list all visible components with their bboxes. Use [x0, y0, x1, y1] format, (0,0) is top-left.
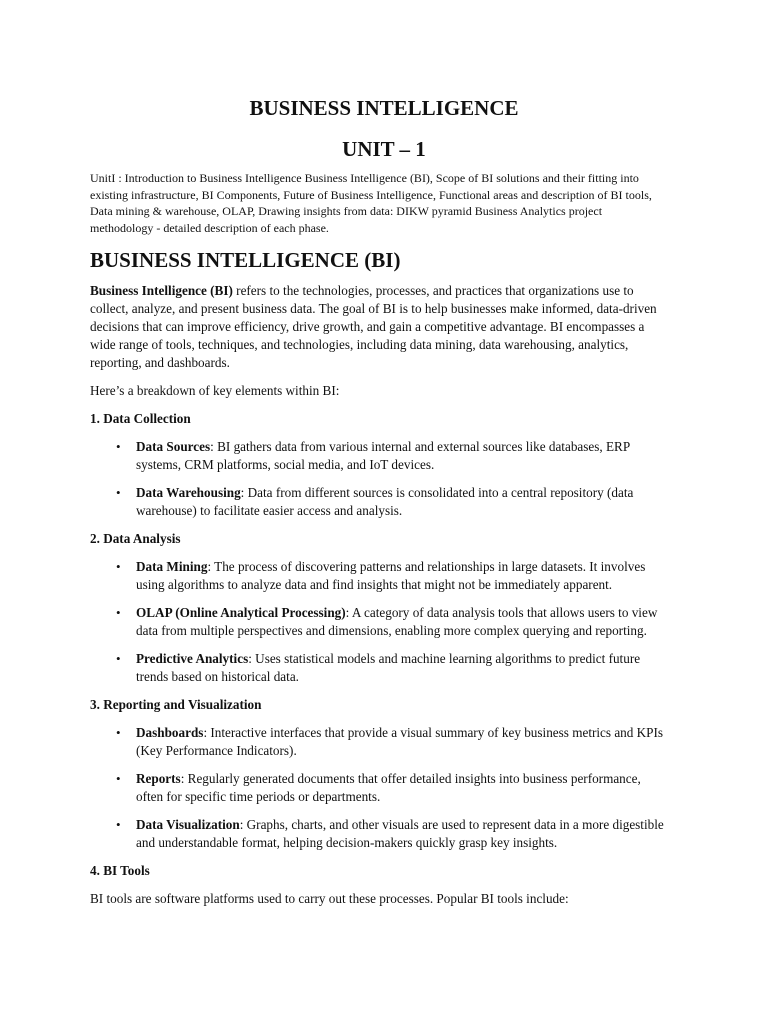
- list-item-desc: : BI gathers data from various internal and external sources like databases, ERP systems, CRM platforms, social media, and IoT devices.: [136, 439, 630, 472]
- bullet-icon: •: [116, 485, 121, 500]
- list-item-desc: : The process of discovering patterns and relationships in large datasets. It involves using algorithms to analyze data and find insights that might not be immediately apparent.: [136, 559, 646, 592]
- list-item-term: OLAP (Online Analytical Processing): [136, 605, 346, 620]
- bullet-icon: •: [116, 605, 121, 620]
- tools-intro-text: BI tools are software platforms used to carry out these processes. Popular BI tools include:: [90, 891, 569, 906]
- list-item: [116, 816, 668, 852]
- list-item-term: Predictive Analytics: [136, 651, 249, 666]
- bullet-list-data-analysis: [90, 558, 668, 686]
- unit-title: UNIT – 1: [342, 137, 426, 161]
- list-item-term: Data Warehousing: [136, 485, 241, 500]
- bullet-icon: •: [116, 439, 121, 454]
- intro-paragraph: [90, 282, 668, 372]
- syllabus-text: UnitI : Introduction to Business Intelligence Business Intelligence (BI), Scope of BI solutions and their fitting into existing infrastructure, BI Components, Future of Business Intelligence, Functional areas and description of BI tools, Data mining & warehouse, OLAP, Drawing insights from data: DIKW pyramid Business Analytics project methodology - detailed description of each phase.: [90, 171, 652, 235]
- list-item: [116, 438, 668, 474]
- list-item-desc: : Interactive interfaces that provide a visual summary of key business metrics and KPIs (Key Performance Indicators).: [136, 725, 664, 758]
- section-heading: BUSINESS INTELLIGENCE (BI): [90, 248, 401, 272]
- list-item-desc: : Regularly generated documents that offer detailed insights into business performance, often for specific time periods or departments.: [136, 771, 641, 804]
- list-item-desc: : A category of data analysis tools that allows users to view data from multiple perspectives and dimensions, enabling more complex querying and reporting.: [136, 605, 658, 638]
- list-item: [116, 484, 668, 520]
- list-item-term: Data Sources: [136, 439, 211, 454]
- bullet-icon: •: [116, 651, 121, 666]
- list-item-desc: : Uses statistical models and machine learning algorithms to predict future trends based on historical data.: [136, 651, 641, 684]
- list-item-term: Reports: [136, 771, 181, 786]
- bullet-icon: •: [116, 559, 121, 574]
- list-item-term: Data Mining: [136, 559, 208, 574]
- subsection-heading-data-collection: 1. Data Collection: [90, 411, 191, 426]
- document-title: BUSINESS INTELLIGENCE: [249, 96, 519, 120]
- list-item: [116, 558, 668, 594]
- bullet-list-data-collection: [90, 438, 668, 520]
- list-item: [116, 604, 668, 640]
- list-item-desc: : Graphs, charts, and other visuals are used to represent data in a more digestible and understandable format, helping decision-makers quickly grasp key insights.: [136, 817, 664, 850]
- list-item-desc: : Data from different sources is consolidated into a central repository (data warehouse) to facilitate easier access and analysis.: [136, 485, 634, 518]
- bullet-icon: •: [116, 725, 121, 740]
- list-item: [116, 650, 668, 686]
- bullet-list-reporting: [90, 724, 668, 852]
- subsection-heading-data-analysis: 2. Data Analysis: [90, 531, 181, 546]
- bullet-icon: •: [116, 771, 121, 786]
- list-item-term: Dashboards: [136, 725, 204, 740]
- subsection-heading-bi-tools: 4. BI Tools: [90, 863, 150, 878]
- intro-text: refers to the technologies, processes, and practices that organizations use to collect, analyze, and present business data. The goal of BI is to help businesses make informed, data-driven decisions that can improve efficiency, drive growth, and gain a competitive advantage. BI encompasses a wide range of tools, techniques, and technologies, including data mining, data warehousing, analytics, reporting, and dashboards.: [90, 283, 657, 370]
- list-item-term: Data Visualization: [136, 817, 240, 832]
- list-item: [116, 770, 668, 806]
- document-body: [90, 170, 668, 918]
- subsection-heading-reporting: 3. Reporting and Visualization: [90, 697, 262, 712]
- bullet-icon: •: [116, 817, 121, 832]
- intro-term: Business Intelligence (BI): [90, 283, 233, 298]
- list-item: [116, 724, 668, 760]
- breakdown-text: Here’s a breakdown of key elements within BI:: [90, 383, 340, 398]
